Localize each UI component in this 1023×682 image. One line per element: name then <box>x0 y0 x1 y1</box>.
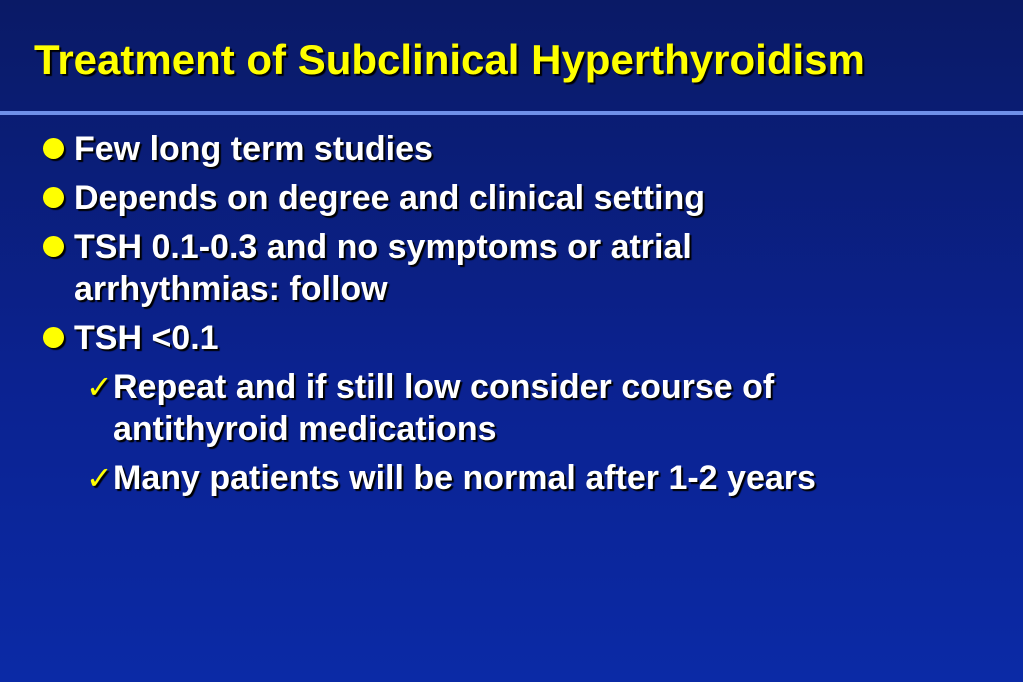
bullet-list <box>0 128 1023 506</box>
yellow-dot-icon <box>43 236 64 257</box>
sub-bullet-item <box>0 457 1023 499</box>
bullet-item <box>0 226 1023 310</box>
bullet-text: TSH <0.1 <box>74 319 219 357</box>
bullet-item <box>0 317 1023 359</box>
sub-bullet-text: Many patients will be normal after 1-2 years <box>113 459 816 497</box>
yellow-dot-icon <box>43 187 64 208</box>
checkmark-icon: ✓ <box>86 368 113 406</box>
yellow-dot-icon <box>43 138 64 159</box>
bullet-text: Depends on degree and clinical setting <box>74 179 706 217</box>
bullet-item <box>0 177 1023 219</box>
slide-title: Treatment of Subclinical Hyperthyroidism <box>34 36 865 83</box>
bullet-text: Few long term studies <box>74 130 433 168</box>
sub-bullet-item <box>0 366 1023 450</box>
yellow-dot-icon <box>43 327 64 348</box>
title-divider <box>0 111 1023 115</box>
checkmark-icon: ✓ <box>86 459 113 497</box>
sub-bullet-text: Repeat and if still low consider course of antithyroid medications <box>113 368 775 448</box>
bullet-text: TSH 0.1-0.3 and no symptoms or atrial arrhythmias: follow <box>74 228 692 308</box>
bullet-item <box>0 128 1023 170</box>
